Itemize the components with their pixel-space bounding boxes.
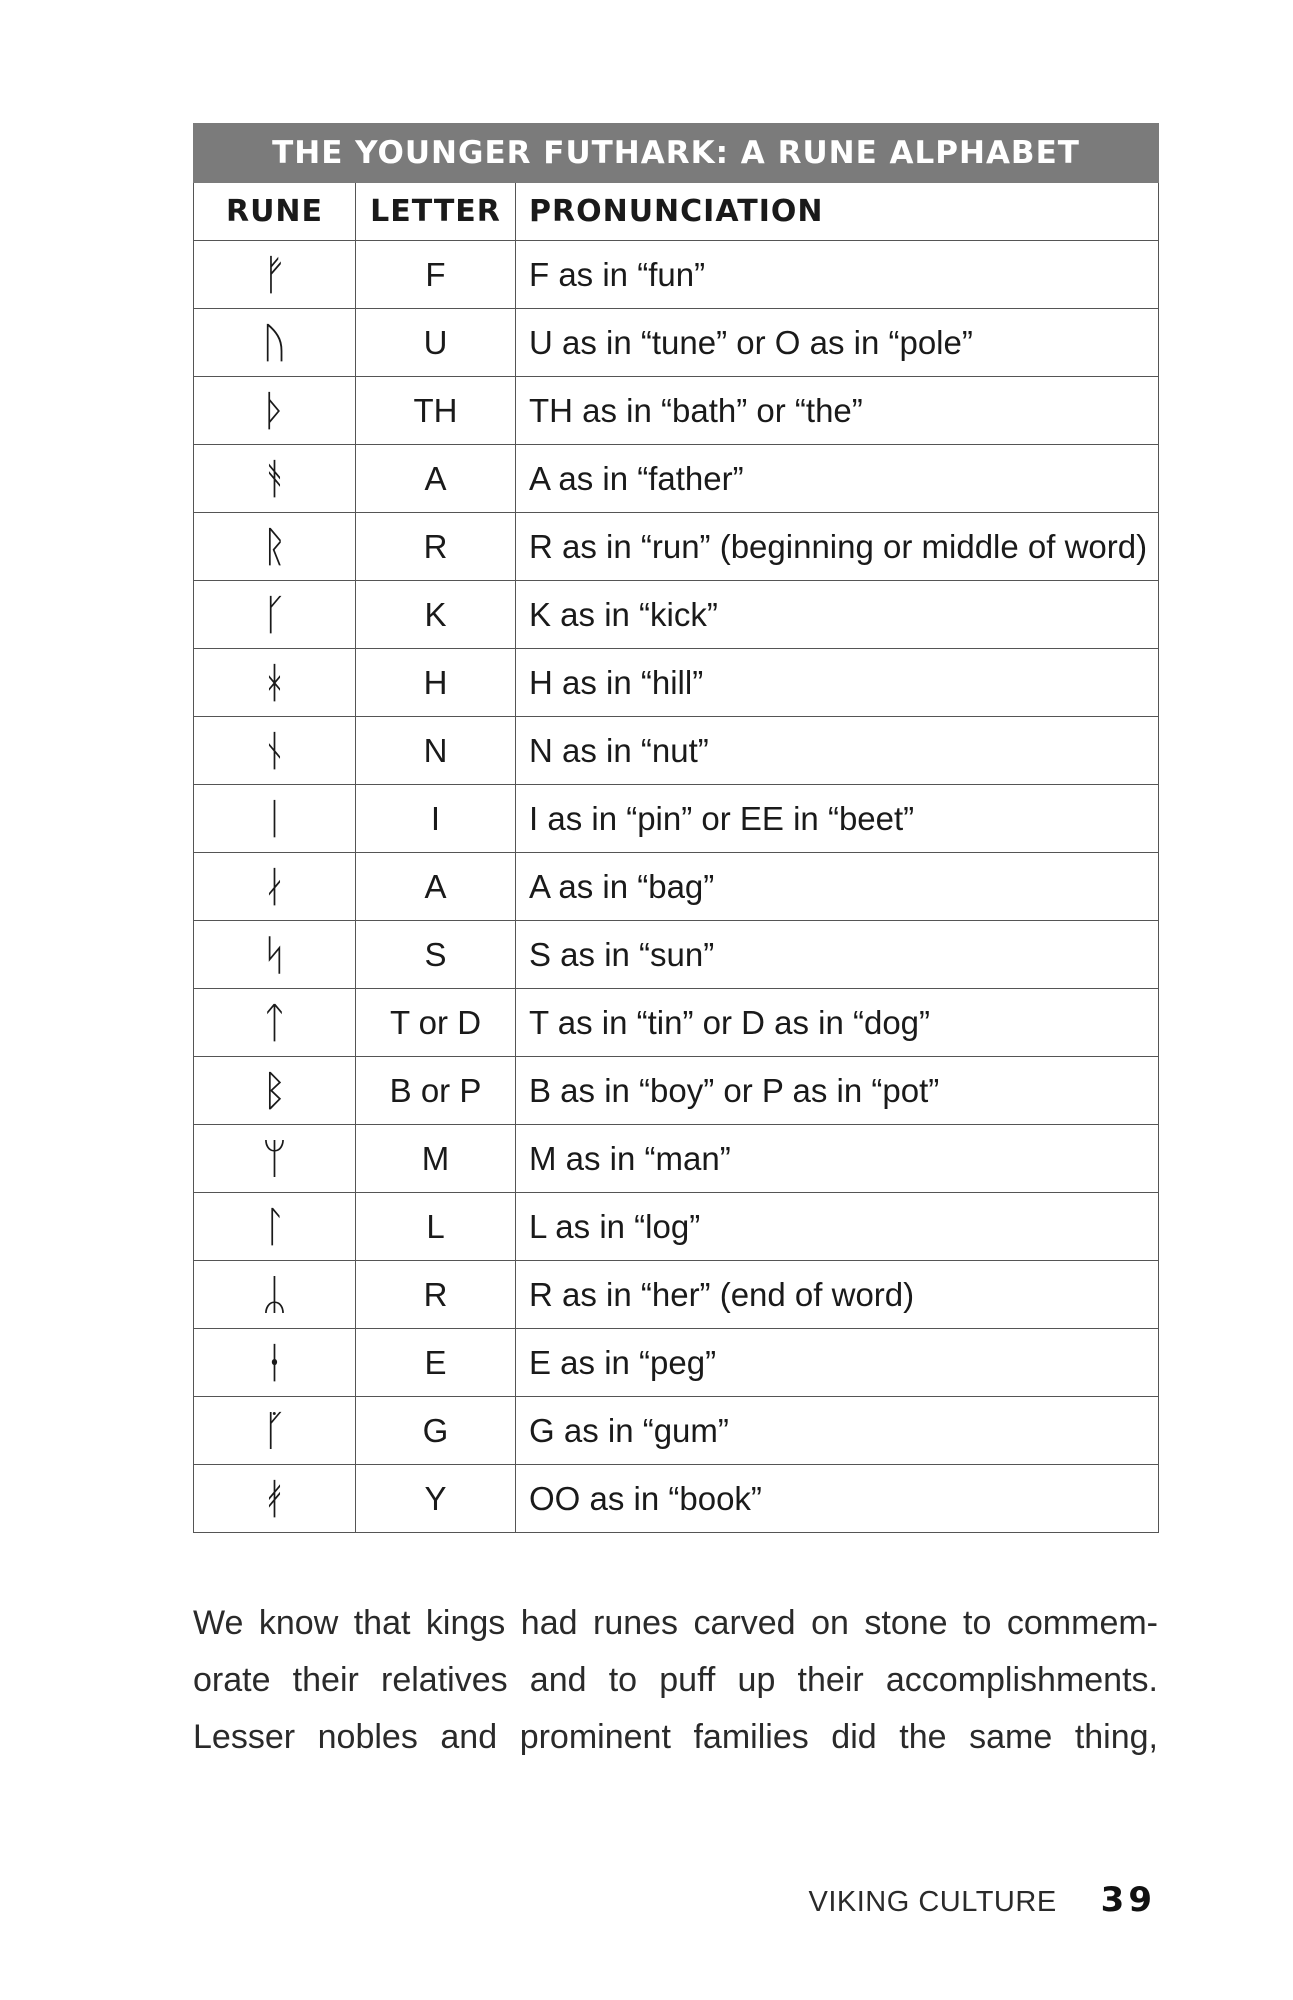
rune-glyph: ᚯ [194,1465,356,1533]
letter-cell: A [356,853,516,921]
letter-cell: E [356,1329,516,1397]
rune-glyph: ᚦ [194,377,356,445]
paragraph-line: We know that kings had runes carved on stone to commem- [193,1604,1158,1642]
table-row [194,513,1159,581]
rune-glyph: ᚵ [194,1397,356,1465]
table-row [194,1261,1159,1329]
running-footer-section: VIKING CULTURE [808,1886,1057,1918]
table-row [194,1465,1159,1533]
pronunciation-cell: K as in “kick” [516,581,1159,649]
pronunciation-cell: G as in “gum” [516,1397,1159,1465]
rune-glyph: ᚾ [194,717,356,785]
table-row [194,1125,1159,1193]
table-row [194,1397,1159,1465]
pronunciation-cell: T as in “tin” or D as in “dog” [516,989,1159,1057]
pronunciation-cell: I as in “pin” or EE in “beet” [516,785,1159,853]
letter-cell: F [356,241,516,309]
table-row [194,377,1159,445]
pronunciation-cell: R as in “her” (end of word) [516,1261,1159,1329]
letter-cell: S [356,921,516,989]
rune-glyph: ᛂ [194,1329,356,1397]
letter-cell: TH [356,377,516,445]
letter-cell: U [356,309,516,377]
pronunciation-cell: B as in “boy” or P as in “pot” [516,1057,1159,1125]
rune-glyph: ᛒ [194,1057,356,1125]
rune-glyph: ᛘ [194,1125,356,1193]
paragraph-line: orate their relatives and to puff up their accomplishments. [193,1661,1158,1699]
table-row [194,581,1159,649]
letter-cell: R [356,513,516,581]
rune-alphabet-table [193,123,1159,1533]
rune-glyph: ᛚ [194,1193,356,1261]
rune-glyph: ᛦ [194,1261,356,1329]
pronunciation-cell: A as in “bag” [516,853,1159,921]
paragraph-line: Lesser nobles and prominent families did the same thing, [193,1718,1158,1756]
pronunciation-cell: TH as in “bath” or “the” [516,377,1159,445]
letter-cell: R [356,1261,516,1329]
letter-cell: I [356,785,516,853]
column-header-pronunciation: PRONUNCIATION [516,183,1159,241]
pronunciation-cell: R as in “run” (beginning or middle of word) [516,513,1159,581]
table-row [194,241,1159,309]
table-row [194,853,1159,921]
column-header-letter: LETTER [356,183,516,241]
column-header-rune: RUNE [194,183,356,241]
rune-glyph: ᛁ [194,785,356,853]
table-row [194,1329,1159,1397]
pronunciation-cell: OO as in “book” [516,1465,1159,1533]
table-row [194,989,1159,1057]
pronunciation-cell: H as in “hill” [516,649,1159,717]
table-row [194,1193,1159,1261]
pronunciation-cell: U as in “tune” or O as in “pole” [516,309,1159,377]
table-row [194,649,1159,717]
letter-cell: K [356,581,516,649]
letter-cell: A [356,445,516,513]
table-row [194,1057,1159,1125]
pronunciation-cell: M as in “man” [516,1125,1159,1193]
table-row [194,785,1159,853]
letter-cell: N [356,717,516,785]
table-row [194,717,1159,785]
rune-glyph: ᚼ [194,649,356,717]
rune-glyph: ᚴ [194,581,356,649]
rune-glyph: ᛏ [194,989,356,1057]
pronunciation-cell: N as in “nut” [516,717,1159,785]
letter-cell: H [356,649,516,717]
body-paragraph [193,1595,1158,1766]
page-number: 39 [1100,1880,1156,1920]
letter-cell: T or D [356,989,516,1057]
letter-cell: L [356,1193,516,1261]
letter-cell: M [356,1125,516,1193]
pronunciation-cell: E as in “peg” [516,1329,1159,1397]
page-footer [809,1880,1157,1920]
rune-glyph: ᚢ [194,309,356,377]
pronunciation-cell: S as in “sun” [516,921,1159,989]
letter-cell: Y [356,1465,516,1533]
table-body [194,241,1159,1533]
rune-glyph: ᚬ [194,445,356,513]
pronunciation-cell: A as in “father” [516,445,1159,513]
rune-glyph: ᛅ [194,853,356,921]
rune-glyph: ᚠ [194,241,356,309]
rune-glyph: ᛋ [194,921,356,989]
pronunciation-cell: F as in “fun” [516,241,1159,309]
table-row [194,309,1159,377]
table-title: THE YOUNGER FUTHARK: A RUNE ALPHABET [194,124,1159,183]
table-row [194,445,1159,513]
letter-cell: B or P [356,1057,516,1125]
pronunciation-cell: L as in “log” [516,1193,1159,1261]
table-row [194,921,1159,989]
letter-cell: G [356,1397,516,1465]
rune-glyph: ᚱ [194,513,356,581]
